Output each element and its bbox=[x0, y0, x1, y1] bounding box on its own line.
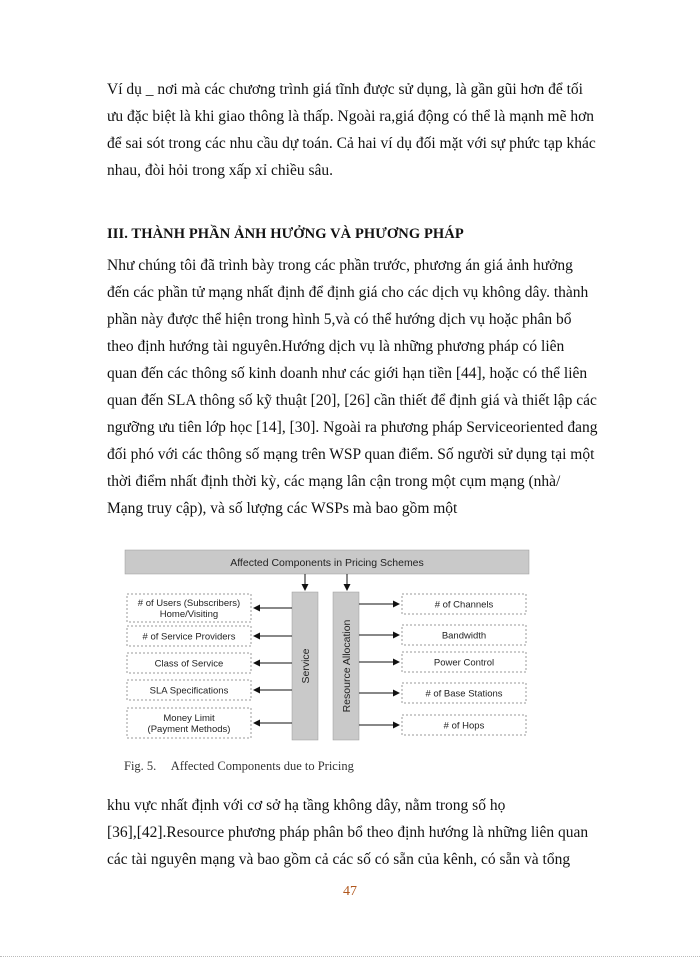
left-component-label: # of Service Providers bbox=[142, 631, 236, 643]
text-line: đối phó với các thông số mạng trên WSP quan điểm. Số người sử dụng tại một bbox=[107, 446, 595, 463]
service-label: Service bbox=[300, 648, 312, 684]
left-component-label: SLA Specifications bbox=[149, 685, 229, 697]
left-component-label: Money Limit bbox=[163, 713, 215, 724]
text-line: theo định hướng tài nguyên.Hướng dịch vụ là những phương pháp có liên bbox=[107, 338, 565, 355]
right-component-label: # of Channels bbox=[434, 599, 494, 611]
right-component-box bbox=[359, 594, 526, 614]
resource-allocation-label: Resource Allocation bbox=[341, 619, 353, 713]
left-component-box bbox=[127, 708, 292, 738]
text-line: để sai sót trong các nhu cầu dự toán. Cả hai ví dụ đối mặt với sự phức tạp khác bbox=[107, 135, 596, 152]
text-line: ngưỡng ưu tiên lớp học [14], [30]. Ngoài ra phương pháp Serviceoriented đang bbox=[107, 419, 598, 436]
section-heading: III. THÀNH PHẦN ẢNH HƯỞNG VÀ PHƯƠNG PHÁP bbox=[107, 226, 464, 242]
left-component-label: # of Users (Subscribers) bbox=[137, 598, 241, 609]
right-component-box bbox=[359, 683, 526, 703]
right-component-label: # of Hops bbox=[443, 720, 485, 732]
caption-text: Affected Components due to Pricing bbox=[170, 759, 354, 773]
left-component-box bbox=[127, 626, 292, 646]
diagram-title: Affected Components in Pricing Schemes bbox=[230, 557, 424, 569]
right-component-label: # of Base Stations bbox=[425, 688, 503, 700]
text-line: quan đến SLA thông số kỹ thuật [20], [26] cần thiết để định giá và thiết lập các bbox=[107, 392, 597, 409]
pricing-components-diagram bbox=[124, 548, 530, 744]
left-component-box bbox=[127, 594, 292, 622]
text-line: nhau, đòi hỏi trong xấp xỉ chiều sâu. bbox=[107, 162, 333, 179]
caption-label: Fig. 5. bbox=[124, 759, 157, 773]
right-component-label: Bandwidth bbox=[441, 630, 487, 642]
paragraph-3 bbox=[107, 792, 628, 873]
page-footer-border bbox=[0, 956, 700, 957]
left-component-box bbox=[127, 653, 292, 673]
text-line: ưu đặc biệt là khi giao thông là thấp. Ngoài ra,giá động có thể là mạnh mẽ hơn bbox=[107, 108, 595, 125]
left-component-box bbox=[127, 680, 292, 700]
text-line: Mạng truy cập), và số lượng các WSPs mà bao gồm một bbox=[107, 500, 458, 517]
text-line: Ví dụ _ nơi mà các chương trình giá tĩnh được sử dụng, là gần gũi hơn để tối bbox=[107, 81, 583, 98]
text-line: đến các phần tử mạng nhất định để định giá cho các dịch vụ không dây. thành bbox=[107, 284, 589, 301]
text-line: quan đến các thông số kinh doanh như các giới hạn tiền [44], hoặc có thể liên bbox=[107, 365, 588, 382]
left-component-label: Home/Visiting bbox=[159, 609, 219, 620]
text-line: thời điểm nhất định thời kỳ, các mạng lân cận trong một cụm mạng (nhà/ bbox=[107, 473, 561, 490]
left-component-label: Class of Service bbox=[154, 658, 224, 670]
text-line: các tài nguyên mạng và bao gồm cả các số có sẵn của kênh, có sẵn và tổng bbox=[107, 851, 571, 868]
paragraph-2 bbox=[107, 252, 628, 522]
right-component-box bbox=[359, 625, 526, 645]
text-line: [36],[42].Resource phương pháp phân bổ theo định hướng là những liên quan bbox=[107, 824, 589, 841]
right-component-label: Power Control bbox=[433, 657, 495, 669]
page-number: 47 bbox=[343, 884, 357, 899]
text-line: khu vực nhất định với cơ sở hạ tầng không dây, nằm trong số họ bbox=[107, 797, 506, 814]
text-line: Như chúng tôi đã trình bày trong các phần trước, phương án giá ảnh hưởng bbox=[107, 257, 573, 274]
right-component-box bbox=[359, 652, 526, 672]
right-component-box bbox=[359, 715, 526, 735]
left-component-label: (Payment Methods) bbox=[147, 724, 231, 735]
text-line: phần này được thể hiện trong hình 5,và có thể hướng dịch vụ hoặc phân bổ bbox=[107, 311, 572, 328]
figure-caption bbox=[124, 759, 354, 774]
paragraph-1 bbox=[107, 76, 628, 184]
